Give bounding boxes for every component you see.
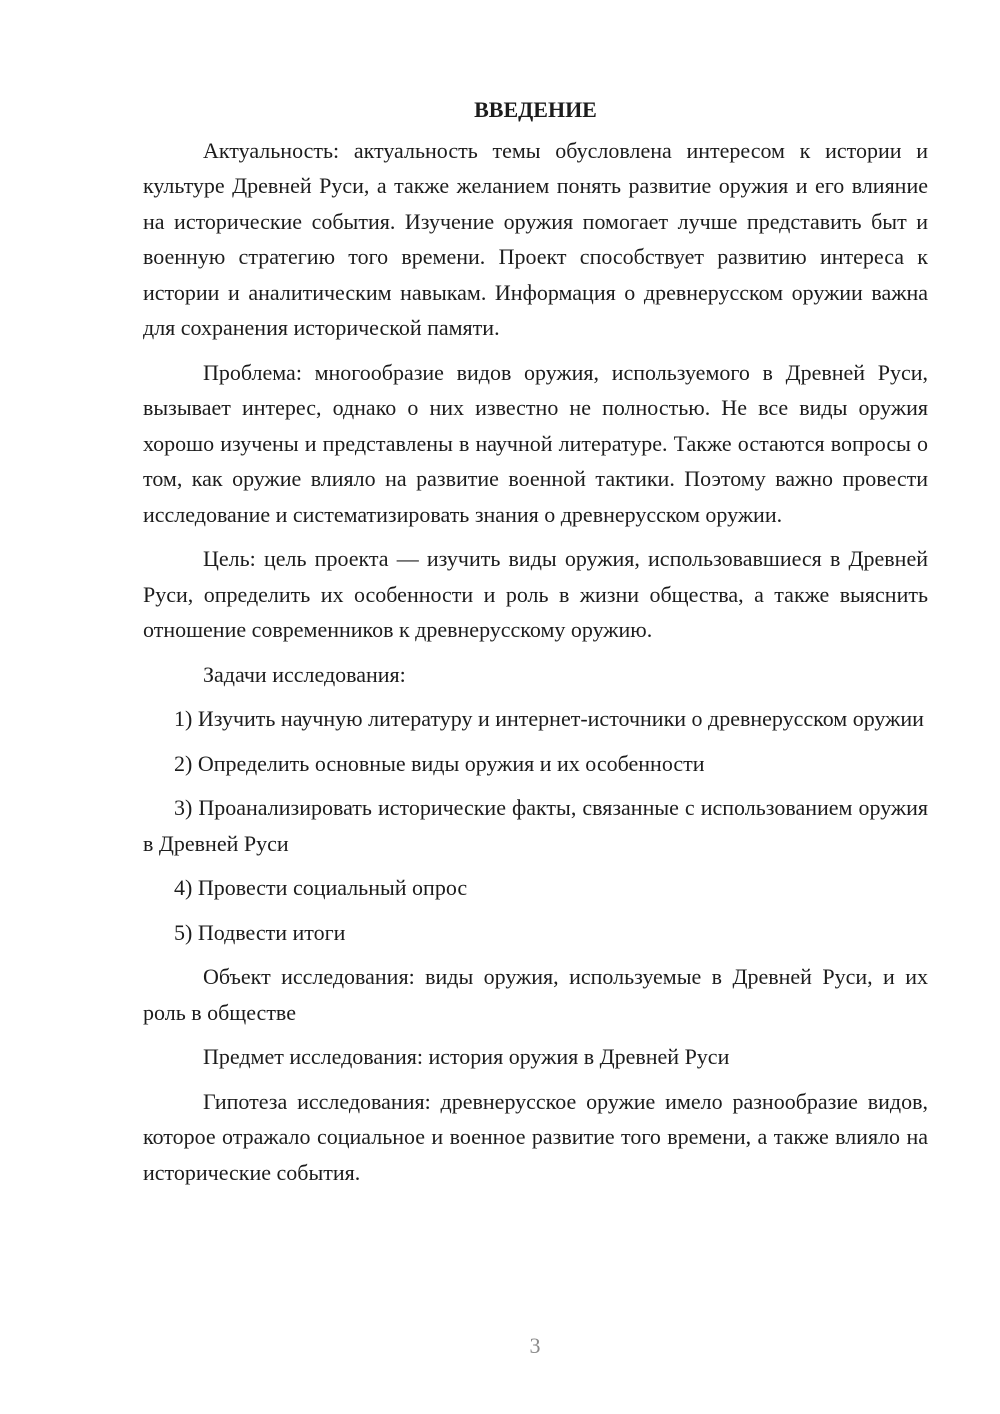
task-item-5: 5) Подвести итоги <box>174 919 346 945</box>
page-number: 3 <box>529 1333 541 1358</box>
section-heading: ВВЕДЕНИЕ <box>474 97 597 122</box>
tasks-heading: Задачи исследования: <box>203 661 406 687</box>
paragraph-subject: Предмет исследования: история оружия в Древней Руси <box>203 1044 730 1069</box>
paragraph-relevance: Актуальность: актуальность темы обусловлена интересом к истории и культуре Древней Руси, а также желанием понять развитие оружия и его влияние на исторические события. Изучение оружия помогает лучше представить быт и военную стратегию того времени. Проект способствует развитию интереса к истории и аналитическим навыкам. Информация о древнерусском оружии важна для сохранения исторической памяти. <box>143 137 928 340</box>
paragraph-goal: Цель: цель проекта — изучить виды оружия, использовавшиеся в Древней Руси, определить их особенности и роль в жизни общества, а также выяснить отношение современников к древнерусскому оружию. <box>143 546 928 642</box>
task-item-2: 2) Определить основные виды оружия и их особенности <box>174 750 705 776</box>
paragraph-object: Объект исследования: виды оружия, используемые в Древней Руси, и их роль в обществе <box>143 964 928 1025</box>
task-item-1: 1) Изучить научную литературу и интернет-источники о древнерусском оружии <box>174 706 924 731</box>
paragraph-problem: Проблема: многообразие видов оружия, используемого в Древней Руси, вызывает интерес, однако о них известно не полностью. Не все виды оружия хорошо изучены и представлены в научной литературе. Также остаются вопросы о том, как оружие влияло на развитие военной тактики. Поэтому важно провести исследование и систематизировать знания о древнерусском оружии. <box>143 359 928 527</box>
task-item-3: 3) Проанализировать исторические факты, связанные с использованием оружия в Древней Руси <box>143 795 928 856</box>
paragraph-hypothesis: Гипотеза исследования: древнерусское оружие имело разнообразие видов, которое отражало социальное и военное развитие того времени, а также влияло на исторические события. <box>143 1088 928 1185</box>
task-item-4: 4) Провести социальный опрос <box>174 875 468 900</box>
document-page <box>143 92 928 1199</box>
